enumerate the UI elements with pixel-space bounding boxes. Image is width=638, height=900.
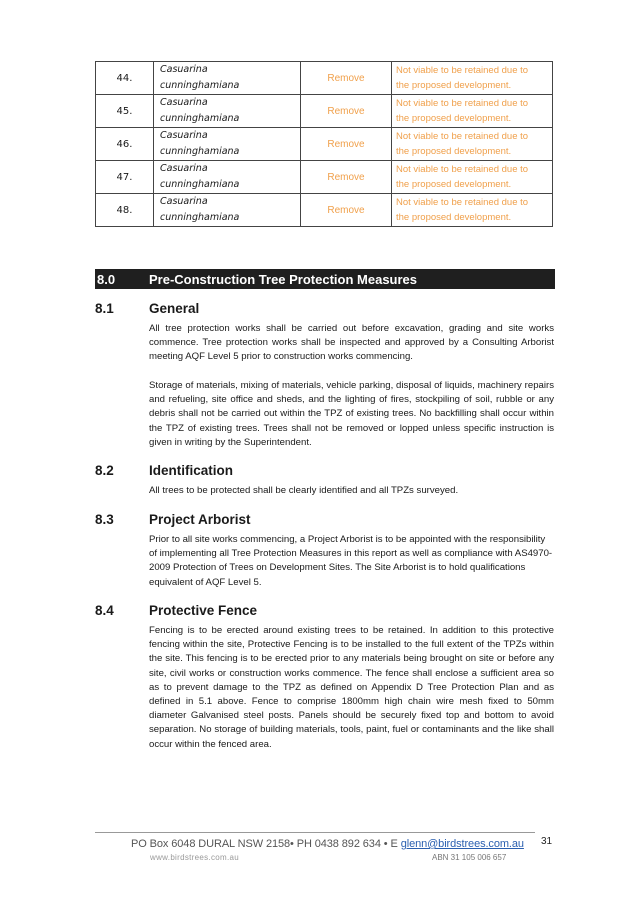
table-row: [96, 128, 553, 161]
tree-species: [154, 194, 301, 227]
species-genus: Casuarina: [160, 97, 208, 108]
tree-species: [154, 128, 301, 161]
subsection-heading-fence: [95, 603, 257, 618]
footer-address: PO Box 6048 DURAL NSW 2158• PH 0438 892 634 • E: [131, 838, 401, 850]
species-genus: Casuarina: [160, 196, 208, 207]
tree-reason: [392, 128, 553, 161]
section-number: 8.0: [97, 271, 116, 287]
general-paragraph-2: Storage of materials, mixing of materials, vehicle parking, disposal of liquids, machinery repairs and refueling, site office and sheds, and the lighting of fires, stockpiling of soil, rubble or any debris shall not be carried out within the TPZ of existing trees. No backfilling shall occur within the TPZ of existing trees. Trees shall not be removed or lopped unless specific instruction is given in writing by the Superintendent.: [149, 380, 554, 448]
tree-species: [154, 62, 301, 95]
subsection-number: 8.4: [95, 603, 114, 618]
fence-paragraph: Fencing is to be erected around existing trees to be retained. In addition to this protective fencing within the site, Protective Fencing is to be installed to the full extent of the TPZs within the site. This fencing is to be erected prior to any materials being brought on site or before any site, civil works or construction works commence. The fence shall enclose a sufficient area so as to prevent damage to the TPZ as defined on Appendix D Tree Protection Plan and as defined in 5.1 above. Fence to comprise 1800mm high chain wire mesh fixed to 50mm diameter Galvanised steel posts. Panels should be securely fixed top and bottom to avoid separation. No storage of building materials, tools, paint, fuel or contaminants and the like shall occur within the fenced area.: [149, 625, 554, 750]
species-genus: Casuarina: [160, 163, 208, 174]
reason-line-1: Not viable to be retained due to: [396, 164, 529, 175]
footer-email-link[interactable]: glenn@birdstrees.com.au: [400, 838, 524, 850]
reason-line-2: the proposed development.: [396, 212, 512, 223]
reason-line-1: Not viable to be retained due to: [396, 98, 529, 109]
page-number: 31: [541, 836, 553, 847]
tree-number: 46.: [96, 128, 154, 161]
tree-reason: [392, 62, 553, 95]
species-genus: Casuarina: [160, 130, 208, 141]
subsection-heading-general: [95, 301, 199, 316]
footer-divider: [95, 832, 535, 833]
table-row: [96, 161, 553, 194]
reason-line-2: the proposed development.: [396, 146, 512, 157]
subsection-number: 8.3: [95, 512, 114, 527]
species-epithet: cunninghamiana: [160, 146, 240, 157]
reason-line-1: Not viable to be retained due to: [396, 131, 529, 142]
species-epithet: cunninghamiana: [160, 179, 240, 190]
tree-action: Remove: [301, 161, 392, 194]
tree-number: 44.: [96, 62, 154, 95]
tree-action: Remove: [301, 62, 392, 95]
subsection-title: Protective Fence: [149, 603, 258, 618]
section-title: Pre-Construction Tree Protection Measures: [149, 271, 418, 287]
subsection-title: General: [149, 301, 200, 316]
tree-action: Remove: [301, 128, 392, 161]
tree-removal-table: [95, 61, 553, 227]
footer-website: www.birdstrees.com.au: [150, 853, 239, 862]
species-epithet: cunninghamiana: [160, 113, 240, 124]
tree-number: 48.: [96, 194, 154, 227]
arborist-paragraph: Prior to all site works commencing, a Project Arborist is to be appointed with the responsibility of implementing all Tree Protection Measures in this report as well as compliance with AS4970-2009 Protection of Trees on Development Sites. The Site Arborist is to hold qualifications equivalent of AQF Level 5.: [149, 534, 553, 588]
subsection-title: Identification: [149, 463, 233, 478]
section-heading-bar: [95, 269, 555, 289]
subsection-number: 8.2: [95, 463, 114, 478]
reason-line-2: the proposed development.: [396, 179, 512, 190]
general-paragraph-1: All tree protection works shall be carried out before excavation, grading and site works commence. Tree protection works shall be inspected and approved by a Consulting Arborist meeting AQF Level 5 prior to construction works commencing.: [149, 323, 554, 363]
table-row: [96, 194, 553, 227]
footer-abn: ABN 31 105 006 657: [432, 853, 507, 862]
subsection-number: 8.1: [95, 301, 114, 316]
species-epithet: cunninghamiana: [160, 80, 240, 91]
tree-species: [154, 161, 301, 194]
species-epithet: cunninghamiana: [160, 212, 240, 223]
reason-line-2: the proposed development.: [396, 80, 512, 91]
table-row: [96, 62, 553, 95]
subsection-heading-identification: [95, 463, 233, 478]
tree-number: 45.: [96, 95, 154, 128]
tree-action: Remove: [301, 194, 392, 227]
identification-paragraph: All trees to be protected shall be clearly identified and all TPZs surveyed.: [149, 485, 459, 496]
reason-line-2: the proposed development.: [396, 113, 512, 124]
subsection-heading-arborist: [95, 512, 251, 527]
tree-reason: [392, 161, 553, 194]
tree-action: Remove: [301, 95, 392, 128]
tree-number: 47.: [96, 161, 154, 194]
tree-species: [154, 95, 301, 128]
tree-reason: [392, 194, 553, 227]
subsection-title: Project Arborist: [149, 512, 251, 527]
reason-line-1: Not viable to be retained due to: [396, 65, 529, 76]
table-row: [96, 95, 553, 128]
species-genus: Casuarina: [160, 64, 208, 75]
footer-contact: [131, 838, 524, 850]
reason-line-1: Not viable to be retained due to: [396, 197, 529, 208]
tree-reason: [392, 95, 553, 128]
